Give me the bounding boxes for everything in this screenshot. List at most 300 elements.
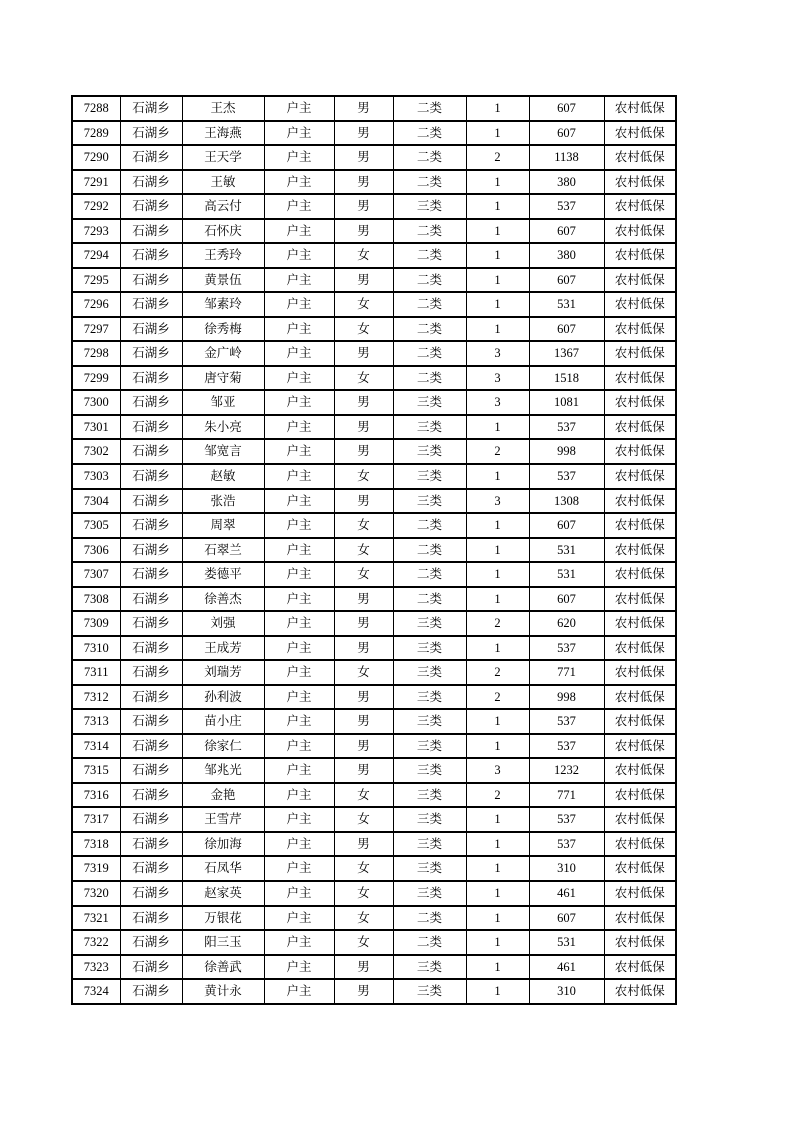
table-row (72, 513, 676, 538)
cell-serial-number: 7301 (72, 415, 120, 440)
cell-category: 二类 (393, 562, 466, 587)
cell-gender: 男 (334, 194, 393, 219)
cell-serial-number: 7298 (72, 341, 120, 366)
cell-township: 石湖乡 (120, 758, 182, 783)
cell-benefit-type: 农村低保 (604, 881, 676, 906)
cell-township: 石湖乡 (120, 341, 182, 366)
table-body (72, 96, 676, 1004)
cell-gender: 男 (334, 832, 393, 857)
cell-household-relation: 户主 (264, 96, 334, 121)
cell-township: 石湖乡 (120, 955, 182, 980)
cell-gender: 男 (334, 170, 393, 195)
table-row (72, 219, 676, 244)
cell-amount: 537 (529, 734, 604, 759)
cell-household-relation: 户主 (264, 121, 334, 146)
table-row (72, 268, 676, 293)
cell-benefit-type: 农村低保 (604, 709, 676, 734)
cell-person-name: 刘瑞芳 (182, 660, 264, 685)
cell-gender: 男 (334, 341, 393, 366)
cell-person-count: 1 (466, 292, 529, 317)
table-row (72, 366, 676, 391)
cell-benefit-type: 农村低保 (604, 489, 676, 514)
cell-category: 二类 (393, 341, 466, 366)
cell-township: 石湖乡 (120, 489, 182, 514)
cell-serial-number: 7304 (72, 489, 120, 514)
cell-category: 二类 (393, 145, 466, 170)
table-row (72, 758, 676, 783)
cell-household-relation: 户主 (264, 906, 334, 931)
cell-benefit-type: 农村低保 (604, 194, 676, 219)
table-row (72, 807, 676, 832)
cell-township: 石湖乡 (120, 562, 182, 587)
cell-township: 石湖乡 (120, 317, 182, 342)
cell-household-relation: 户主 (264, 464, 334, 489)
cell-gender: 男 (334, 489, 393, 514)
table-row (72, 685, 676, 710)
benefits-table (71, 95, 677, 1005)
cell-township: 石湖乡 (120, 685, 182, 710)
cell-benefit-type: 农村低保 (604, 660, 676, 685)
cell-category: 二类 (393, 366, 466, 391)
cell-gender: 男 (334, 685, 393, 710)
cell-person-count: 1 (466, 979, 529, 1004)
cell-serial-number: 7289 (72, 121, 120, 146)
cell-serial-number: 7316 (72, 783, 120, 808)
cell-person-name: 唐守菊 (182, 366, 264, 391)
cell-person-name: 邹兆光 (182, 758, 264, 783)
cell-amount: 607 (529, 121, 604, 146)
cell-township: 石湖乡 (120, 660, 182, 685)
cell-township: 石湖乡 (120, 538, 182, 563)
cell-gender: 女 (334, 660, 393, 685)
cell-household-relation: 户主 (264, 317, 334, 342)
cell-household-relation: 户主 (264, 758, 334, 783)
cell-amount: 537 (529, 415, 604, 440)
cell-category: 二类 (393, 96, 466, 121)
cell-amount: 537 (529, 807, 604, 832)
cell-serial-number: 7311 (72, 660, 120, 685)
cell-amount: 1308 (529, 489, 604, 514)
cell-category: 三类 (393, 439, 466, 464)
table-row (72, 489, 676, 514)
cell-serial-number: 7314 (72, 734, 120, 759)
cell-township: 石湖乡 (120, 807, 182, 832)
cell-gender: 男 (334, 734, 393, 759)
cell-serial-number: 7323 (72, 955, 120, 980)
cell-category: 二类 (393, 513, 466, 538)
cell-serial-number: 7297 (72, 317, 120, 342)
cell-person-name: 邹宽言 (182, 439, 264, 464)
cell-township: 石湖乡 (120, 979, 182, 1004)
cell-benefit-type: 农村低保 (604, 538, 676, 563)
cell-serial-number: 7315 (72, 758, 120, 783)
cell-township: 石湖乡 (120, 96, 182, 121)
cell-household-relation: 户主 (264, 587, 334, 612)
cell-category: 二类 (393, 219, 466, 244)
cell-township: 石湖乡 (120, 415, 182, 440)
cell-person-count: 2 (466, 439, 529, 464)
cell-serial-number: 7293 (72, 219, 120, 244)
cell-category: 二类 (393, 587, 466, 612)
table-row (72, 783, 676, 808)
cell-benefit-type: 农村低保 (604, 464, 676, 489)
cell-person-name: 邹素玲 (182, 292, 264, 317)
cell-gender: 女 (334, 317, 393, 342)
table-row (72, 881, 676, 906)
cell-category: 三类 (393, 832, 466, 857)
cell-amount: 380 (529, 170, 604, 195)
cell-person-count: 1 (466, 930, 529, 955)
cell-serial-number: 7324 (72, 979, 120, 1004)
cell-township: 石湖乡 (120, 439, 182, 464)
cell-benefit-type: 农村低保 (604, 856, 676, 881)
cell-amount: 537 (529, 464, 604, 489)
cell-person-count: 2 (466, 660, 529, 685)
cell-benefit-type: 农村低保 (604, 317, 676, 342)
cell-township: 石湖乡 (120, 636, 182, 661)
cell-person-count: 2 (466, 611, 529, 636)
cell-category: 三类 (393, 489, 466, 514)
table-row (72, 170, 676, 195)
cell-serial-number: 7288 (72, 96, 120, 121)
cell-gender: 女 (334, 464, 393, 489)
table-row (72, 930, 676, 955)
cell-person-name: 王杰 (182, 96, 264, 121)
table-row (72, 587, 676, 612)
cell-category: 二类 (393, 930, 466, 955)
cell-category: 三类 (393, 685, 466, 710)
cell-amount: 1367 (529, 341, 604, 366)
table-row (72, 317, 676, 342)
cell-category: 二类 (393, 317, 466, 342)
cell-benefit-type: 农村低保 (604, 415, 676, 440)
cell-township: 石湖乡 (120, 930, 182, 955)
cell-township: 石湖乡 (120, 832, 182, 857)
cell-household-relation: 户主 (264, 856, 334, 881)
cell-person-name: 黄计永 (182, 979, 264, 1004)
cell-gender: 男 (334, 145, 393, 170)
cell-gender: 男 (334, 758, 393, 783)
cell-benefit-type: 农村低保 (604, 807, 676, 832)
cell-category: 二类 (393, 538, 466, 563)
cell-gender: 女 (334, 538, 393, 563)
cell-benefit-type: 农村低保 (604, 366, 676, 391)
cell-gender: 女 (334, 856, 393, 881)
table-row (72, 611, 676, 636)
cell-benefit-type: 农村低保 (604, 145, 676, 170)
cell-township: 石湖乡 (120, 881, 182, 906)
table-row (72, 832, 676, 857)
cell-person-count: 1 (466, 807, 529, 832)
cell-amount: 537 (529, 636, 604, 661)
cell-township: 石湖乡 (120, 611, 182, 636)
cell-category: 三类 (393, 194, 466, 219)
cell-person-name: 娄德平 (182, 562, 264, 587)
cell-gender: 女 (334, 930, 393, 955)
cell-gender: 男 (334, 979, 393, 1004)
cell-person-name: 徐加海 (182, 832, 264, 857)
cell-person-count: 3 (466, 489, 529, 514)
table-row (72, 415, 676, 440)
cell-category: 三类 (393, 415, 466, 440)
cell-amount: 380 (529, 243, 604, 268)
cell-gender: 女 (334, 292, 393, 317)
cell-serial-number: 7321 (72, 906, 120, 931)
cell-benefit-type: 农村低保 (604, 562, 676, 587)
cell-household-relation: 户主 (264, 415, 334, 440)
cell-category: 三类 (393, 611, 466, 636)
cell-serial-number: 7313 (72, 709, 120, 734)
cell-category: 三类 (393, 758, 466, 783)
table-row (72, 906, 676, 931)
cell-category: 三类 (393, 734, 466, 759)
cell-township: 石湖乡 (120, 219, 182, 244)
table-row (72, 292, 676, 317)
cell-household-relation: 户主 (264, 219, 334, 244)
cell-person-name: 邹亚 (182, 390, 264, 415)
cell-person-name: 王天学 (182, 145, 264, 170)
cell-person-count: 1 (466, 243, 529, 268)
cell-township: 石湖乡 (120, 464, 182, 489)
cell-gender: 女 (334, 881, 393, 906)
cell-township: 石湖乡 (120, 268, 182, 293)
cell-serial-number: 7308 (72, 587, 120, 612)
cell-benefit-type: 农村低保 (604, 513, 676, 538)
cell-person-name: 黄景伍 (182, 268, 264, 293)
cell-category: 三类 (393, 783, 466, 808)
cell-benefit-type: 农村低保 (604, 439, 676, 464)
cell-household-relation: 户主 (264, 341, 334, 366)
table-row (72, 145, 676, 170)
cell-person-name: 万银花 (182, 906, 264, 931)
cell-amount: 998 (529, 685, 604, 710)
cell-gender: 男 (334, 636, 393, 661)
cell-township: 石湖乡 (120, 145, 182, 170)
cell-household-relation: 户主 (264, 979, 334, 1004)
cell-gender: 女 (334, 562, 393, 587)
cell-household-relation: 户主 (264, 832, 334, 857)
cell-benefit-type: 农村低保 (604, 832, 676, 857)
table-row (72, 538, 676, 563)
cell-serial-number: 7303 (72, 464, 120, 489)
cell-household-relation: 户主 (264, 685, 334, 710)
cell-township: 石湖乡 (120, 194, 182, 219)
table-row (72, 464, 676, 489)
cell-person-name: 王雪芹 (182, 807, 264, 832)
cell-benefit-type: 农村低保 (604, 96, 676, 121)
cell-amount: 531 (529, 538, 604, 563)
cell-person-name: 周翠 (182, 513, 264, 538)
table-row (72, 390, 676, 415)
cell-household-relation: 户主 (264, 439, 334, 464)
cell-gender: 女 (334, 513, 393, 538)
cell-category: 二类 (393, 243, 466, 268)
cell-serial-number: 7312 (72, 685, 120, 710)
cell-person-count: 1 (466, 96, 529, 121)
cell-person-name: 阳三玉 (182, 930, 264, 955)
table-row (72, 96, 676, 121)
cell-household-relation: 户主 (264, 930, 334, 955)
cell-amount: 1232 (529, 758, 604, 783)
cell-serial-number: 7309 (72, 611, 120, 636)
cell-category: 二类 (393, 268, 466, 293)
cell-amount: 607 (529, 513, 604, 538)
cell-person-count: 1 (466, 856, 529, 881)
cell-person-name: 赵敏 (182, 464, 264, 489)
cell-benefit-type: 农村低保 (604, 341, 676, 366)
cell-amount: 537 (529, 194, 604, 219)
cell-category: 三类 (393, 955, 466, 980)
cell-gender: 女 (334, 243, 393, 268)
cell-household-relation: 户主 (264, 660, 334, 685)
cell-serial-number: 7310 (72, 636, 120, 661)
cell-benefit-type: 农村低保 (604, 292, 676, 317)
cell-person-count: 1 (466, 121, 529, 146)
cell-person-name: 徐善杰 (182, 587, 264, 612)
cell-household-relation: 户主 (264, 636, 334, 661)
cell-household-relation: 户主 (264, 243, 334, 268)
table-row (72, 734, 676, 759)
cell-category: 二类 (393, 121, 466, 146)
table-row (72, 194, 676, 219)
cell-amount: 310 (529, 856, 604, 881)
cell-person-count: 1 (466, 317, 529, 342)
cell-household-relation: 户主 (264, 881, 334, 906)
cell-gender: 男 (334, 709, 393, 734)
cell-serial-number: 7300 (72, 390, 120, 415)
cell-household-relation: 户主 (264, 145, 334, 170)
cell-category: 三类 (393, 660, 466, 685)
cell-serial-number: 7294 (72, 243, 120, 268)
cell-township: 石湖乡 (120, 783, 182, 808)
cell-serial-number: 7319 (72, 856, 120, 881)
cell-person-name: 王敏 (182, 170, 264, 195)
cell-serial-number: 7318 (72, 832, 120, 857)
cell-person-name: 高云付 (182, 194, 264, 219)
cell-person-count: 1 (466, 955, 529, 980)
cell-category: 三类 (393, 856, 466, 881)
cell-serial-number: 7307 (72, 562, 120, 587)
cell-person-count: 1 (466, 709, 529, 734)
table-row (72, 660, 676, 685)
cell-person-count: 1 (466, 415, 529, 440)
cell-person-count: 2 (466, 685, 529, 710)
cell-amount: 607 (529, 96, 604, 121)
cell-person-count: 1 (466, 636, 529, 661)
cell-category: 三类 (393, 979, 466, 1004)
cell-household-relation: 户主 (264, 170, 334, 195)
cell-benefit-type: 农村低保 (604, 268, 676, 293)
cell-person-count: 1 (466, 562, 529, 587)
cell-gender: 男 (334, 611, 393, 636)
cell-household-relation: 户主 (264, 489, 334, 514)
cell-household-relation: 户主 (264, 390, 334, 415)
cell-person-count: 3 (466, 366, 529, 391)
cell-amount: 771 (529, 660, 604, 685)
cell-gender: 女 (334, 906, 393, 931)
cell-category: 二类 (393, 906, 466, 931)
cell-person-name: 孙利波 (182, 685, 264, 710)
cell-benefit-type: 农村低保 (604, 587, 676, 612)
cell-household-relation: 户主 (264, 513, 334, 538)
cell-person-count: 1 (466, 464, 529, 489)
cell-category: 二类 (393, 292, 466, 317)
cell-household-relation: 户主 (264, 366, 334, 391)
cell-amount: 607 (529, 906, 604, 931)
table-row (72, 341, 676, 366)
cell-amount: 531 (529, 930, 604, 955)
table-row (72, 243, 676, 268)
cell-benefit-type: 农村低保 (604, 930, 676, 955)
cell-serial-number: 7292 (72, 194, 120, 219)
cell-serial-number: 7317 (72, 807, 120, 832)
cell-person-count: 1 (466, 734, 529, 759)
cell-gender: 男 (334, 121, 393, 146)
cell-benefit-type: 农村低保 (604, 121, 676, 146)
cell-person-name: 金艳 (182, 783, 264, 808)
cell-benefit-type: 农村低保 (604, 390, 676, 415)
cell-person-count: 1 (466, 268, 529, 293)
cell-household-relation: 户主 (264, 955, 334, 980)
cell-serial-number: 7290 (72, 145, 120, 170)
cell-gender: 男 (334, 587, 393, 612)
cell-township: 石湖乡 (120, 587, 182, 612)
cell-person-count: 1 (466, 906, 529, 931)
cell-category: 三类 (393, 709, 466, 734)
cell-household-relation: 户主 (264, 611, 334, 636)
cell-person-count: 3 (466, 758, 529, 783)
cell-person-name: 金广岭 (182, 341, 264, 366)
cell-serial-number: 7322 (72, 930, 120, 955)
cell-serial-number: 7291 (72, 170, 120, 195)
cell-amount: 537 (529, 832, 604, 857)
cell-person-name: 赵家英 (182, 881, 264, 906)
cell-benefit-type: 农村低保 (604, 955, 676, 980)
cell-gender: 男 (334, 955, 393, 980)
cell-person-count: 1 (466, 832, 529, 857)
cell-amount: 607 (529, 587, 604, 612)
cell-amount: 607 (529, 317, 604, 342)
cell-benefit-type: 农村低保 (604, 636, 676, 661)
cell-person-count: 3 (466, 390, 529, 415)
cell-person-count: 1 (466, 538, 529, 563)
cell-household-relation: 户主 (264, 807, 334, 832)
cell-person-name: 徐善武 (182, 955, 264, 980)
table-row (72, 562, 676, 587)
cell-amount: 1138 (529, 145, 604, 170)
cell-amount: 998 (529, 439, 604, 464)
cell-category: 三类 (393, 881, 466, 906)
cell-amount: 531 (529, 292, 604, 317)
cell-household-relation: 户主 (264, 538, 334, 563)
cell-gender: 女 (334, 807, 393, 832)
cell-person-name: 石凤华 (182, 856, 264, 881)
cell-benefit-type: 农村低保 (604, 734, 676, 759)
cell-benefit-type: 农村低保 (604, 685, 676, 710)
cell-household-relation: 户主 (264, 268, 334, 293)
cell-township: 石湖乡 (120, 243, 182, 268)
cell-gender: 女 (334, 366, 393, 391)
cell-township: 石湖乡 (120, 709, 182, 734)
table-row (72, 856, 676, 881)
cell-benefit-type: 农村低保 (604, 219, 676, 244)
table-row (72, 709, 676, 734)
cell-person-count: 1 (466, 881, 529, 906)
cell-benefit-type: 农村低保 (604, 758, 676, 783)
cell-person-name: 朱小亮 (182, 415, 264, 440)
cell-serial-number: 7320 (72, 881, 120, 906)
table-row (72, 955, 676, 980)
